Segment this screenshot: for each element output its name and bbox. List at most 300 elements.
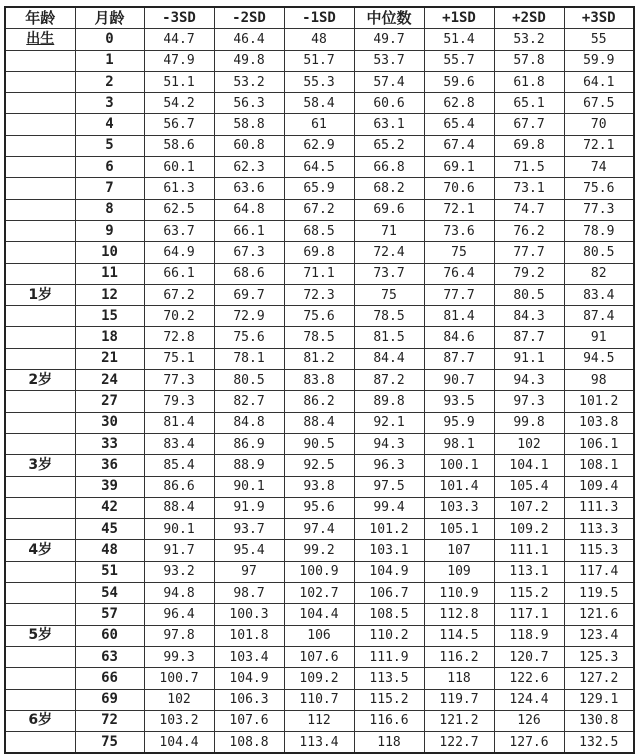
value-cell-plus-3sd: 125.3 [564,646,634,667]
value-cell-minus-3sd: 79.3 [144,391,214,412]
value-cell-plus-2sd: 122.6 [494,668,564,689]
table-row [5,561,634,582]
value-cell-minus-1sd: 99.2 [284,540,354,561]
value-cell-minus-3sd: 97.8 [144,625,214,646]
value-cell-minus-1sd: 71.1 [284,263,354,284]
value-cell-minus-3sd: 85.4 [144,455,214,476]
value-cell-minus-2sd: 67.3 [214,242,284,263]
value-cell-minus-2sd: 78.1 [214,348,284,369]
header-month: 月龄 [75,7,144,29]
value-cell-plus-2sd: 111.1 [494,540,564,561]
month-cell: 48 [75,540,144,561]
value-cell-minus-3sd: 103.2 [144,710,214,731]
value-cell-plus-1sd: 93.5 [424,391,494,412]
value-cell-plus-3sd: 108.1 [564,455,634,476]
age-cell: 6岁 [5,710,75,731]
table-row [5,263,634,284]
value-cell-median: 103.1 [354,540,424,561]
value-cell-plus-1sd: 90.7 [424,370,494,391]
value-cell-plus-1sd: 73.6 [424,220,494,241]
value-cell-minus-2sd: 72.9 [214,306,284,327]
value-cell-minus-3sd: 99.3 [144,646,214,667]
value-cell-minus-1sd: 93.8 [284,476,354,497]
value-cell-median: 99.4 [354,497,424,518]
month-cell: 5 [75,135,144,156]
value-cell-plus-1sd: 103.3 [424,497,494,518]
value-cell-minus-2sd: 64.8 [214,199,284,220]
value-cell-minus-2sd: 60.8 [214,135,284,156]
value-cell-minus-1sd: 106 [284,625,354,646]
value-cell-minus-3sd: 77.3 [144,370,214,391]
value-cell-minus-2sd: 58.8 [214,114,284,135]
table-row [5,220,634,241]
header-plus-2sd: +2SD [494,7,564,29]
value-cell-minus-1sd: 62.9 [284,135,354,156]
age-cell [5,178,75,199]
value-cell-minus-2sd: 63.6 [214,178,284,199]
value-cell-minus-2sd: 46.4 [214,29,284,50]
table-row [5,71,634,92]
age-cell [5,114,75,135]
value-cell-plus-3sd: 98 [564,370,634,391]
value-cell-median: 97.5 [354,476,424,497]
value-cell-minus-1sd: 109.2 [284,668,354,689]
value-cell-minus-2sd: 49.8 [214,50,284,71]
value-cell-minus-3sd: 60.1 [144,157,214,178]
value-cell-plus-3sd: 77.3 [564,199,634,220]
table-row [5,370,634,391]
value-cell-plus-3sd: 129.1 [564,689,634,710]
value-cell-plus-2sd: 91.1 [494,348,564,369]
value-cell-plus-1sd: 100.1 [424,455,494,476]
value-cell-minus-1sd: 83.8 [284,370,354,391]
value-cell-plus-2sd: 87.7 [494,327,564,348]
value-cell-median: 84.4 [354,348,424,369]
month-cell: 63 [75,646,144,667]
value-cell-plus-1sd: 77.7 [424,284,494,305]
value-cell-minus-3sd: 63.7 [144,220,214,241]
value-cell-plus-1sd: 98.1 [424,433,494,454]
value-cell-plus-3sd: 55 [564,29,634,50]
table-row [5,540,634,561]
value-cell-plus-3sd: 83.4 [564,284,634,305]
table-row [5,433,634,454]
value-cell-plus-3sd: 117.4 [564,561,634,582]
value-cell-plus-3sd: 70 [564,114,634,135]
value-cell-plus-3sd: 75.6 [564,178,634,199]
age-cell [5,242,75,263]
value-cell-minus-3sd: 90.1 [144,519,214,540]
value-cell-minus-3sd: 56.7 [144,114,214,135]
value-cell-minus-3sd: 88.4 [144,497,214,518]
month-cell: 7 [75,178,144,199]
value-cell-plus-1sd: 121.2 [424,710,494,731]
value-cell-plus-2sd: 73.1 [494,178,564,199]
value-cell-plus-1sd: 65.4 [424,114,494,135]
value-cell-minus-2sd: 100.3 [214,604,284,625]
table-row [5,732,634,754]
value-cell-median: 60.6 [354,93,424,114]
age-cell [5,646,75,667]
value-cell-plus-1sd: 107 [424,540,494,561]
age-cell [5,476,75,497]
value-cell-plus-1sd: 101.4 [424,476,494,497]
value-cell-plus-1sd: 70.6 [424,178,494,199]
month-cell: 39 [75,476,144,497]
value-cell-minus-3sd: 93.2 [144,561,214,582]
value-cell-minus-3sd: 47.9 [144,50,214,71]
value-cell-median: 57.4 [354,71,424,92]
month-cell: 42 [75,497,144,518]
value-cell-minus-1sd: 90.5 [284,433,354,454]
value-cell-minus-3sd: 100.7 [144,668,214,689]
value-cell-median: 92.1 [354,412,424,433]
age-cell [5,497,75,518]
value-cell-median: 104.9 [354,561,424,582]
value-cell-plus-3sd: 123.4 [564,625,634,646]
value-cell-median: 65.2 [354,135,424,156]
value-cell-plus-2sd: 104.1 [494,455,564,476]
month-cell: 36 [75,455,144,476]
value-cell-minus-1sd: 65.9 [284,178,354,199]
table-row [5,135,634,156]
value-cell-plus-2sd: 115.2 [494,583,564,604]
value-cell-plus-2sd: 105.4 [494,476,564,497]
value-cell-minus-2sd: 62.3 [214,157,284,178]
value-cell-minus-1sd: 86.2 [284,391,354,412]
table-row [5,242,634,263]
value-cell-plus-1sd: 95.9 [424,412,494,433]
header-minus-2sd: -2SD [214,7,284,29]
value-cell-minus-2sd: 86.9 [214,433,284,454]
age-cell [5,689,75,710]
value-cell-plus-1sd: 87.7 [424,348,494,369]
value-cell-minus-3sd: 75.1 [144,348,214,369]
value-cell-median: 81.5 [354,327,424,348]
value-cell-plus-3sd: 67.5 [564,93,634,114]
value-cell-median: 75 [354,284,424,305]
header-minus-3sd: -3SD [144,7,214,29]
value-cell-minus-1sd: 64.5 [284,157,354,178]
value-cell-plus-2sd: 71.5 [494,157,564,178]
value-cell-median: 72.4 [354,242,424,263]
value-cell-minus-2sd: 80.5 [214,370,284,391]
value-cell-plus-1sd: 55.7 [424,50,494,71]
table-row [5,583,634,604]
value-cell-minus-1sd: 61 [284,114,354,135]
value-cell-plus-3sd: 101.2 [564,391,634,412]
age-cell [5,604,75,625]
value-cell-minus-1sd: 104.4 [284,604,354,625]
month-cell: 15 [75,306,144,327]
table-row [5,114,634,135]
header-age: 年龄 [5,7,75,29]
header-minus-1sd: -1SD [284,7,354,29]
header-plus-1sd: +1SD [424,7,494,29]
value-cell-plus-2sd: 69.8 [494,135,564,156]
value-cell-median: 68.2 [354,178,424,199]
value-cell-minus-2sd: 90.1 [214,476,284,497]
value-cell-plus-2sd: 102 [494,433,564,454]
table-row [5,93,634,114]
age-cell: 4岁 [5,540,75,561]
header-plus-3sd: +3SD [564,7,634,29]
value-cell-minus-3sd: 81.4 [144,412,214,433]
value-cell-median: 115.2 [354,689,424,710]
value-cell-minus-1sd: 48 [284,29,354,50]
table-row [5,29,634,50]
value-cell-plus-1sd: 72.1 [424,199,494,220]
value-cell-plus-1sd: 67.4 [424,135,494,156]
value-cell-plus-1sd: 81.4 [424,306,494,327]
value-cell-plus-2sd: 126 [494,710,564,731]
value-cell-minus-2sd: 53.2 [214,71,284,92]
table-row [5,348,634,369]
value-cell-plus-2sd: 67.7 [494,114,564,135]
value-cell-plus-2sd: 117.1 [494,604,564,625]
value-cell-plus-1sd: 69.1 [424,157,494,178]
value-cell-median: 111.9 [354,646,424,667]
value-cell-plus-3sd: 106.1 [564,433,634,454]
value-cell-minus-1sd: 75.6 [284,306,354,327]
value-cell-minus-3sd: 72.8 [144,327,214,348]
age-cell [5,519,75,540]
value-cell-minus-1sd: 113.4 [284,732,354,754]
table-row [5,646,634,667]
value-cell-plus-3sd: 132.5 [564,732,634,754]
value-cell-plus-1sd: 76.4 [424,263,494,284]
value-cell-plus-1sd: 75 [424,242,494,263]
value-cell-plus-1sd: 118 [424,668,494,689]
value-cell-minus-1sd: 55.3 [284,71,354,92]
value-cell-minus-1sd: 81.2 [284,348,354,369]
value-cell-plus-2sd: 77.7 [494,242,564,263]
age-cell [5,199,75,220]
value-cell-plus-3sd: 80.5 [564,242,634,263]
month-cell: 10 [75,242,144,263]
month-cell: 6 [75,157,144,178]
table-row [5,391,634,412]
month-cell: 30 [75,412,144,433]
month-cell: 45 [75,519,144,540]
month-cell: 4 [75,114,144,135]
value-cell-plus-1sd: 119.7 [424,689,494,710]
age-cell [5,327,75,348]
value-cell-minus-1sd: 100.9 [284,561,354,582]
table-body [5,29,634,754]
table-row [5,455,634,476]
value-cell-plus-3sd: 74 [564,157,634,178]
age-cell [5,412,75,433]
table-row [5,604,634,625]
month-cell: 0 [75,29,144,50]
age-cell: 2岁 [5,370,75,391]
age-cell [5,220,75,241]
value-cell-minus-2sd: 98.7 [214,583,284,604]
table-row [5,519,634,540]
value-cell-plus-3sd: 94.5 [564,348,634,369]
value-cell-minus-2sd: 75.6 [214,327,284,348]
age-cell: 5岁 [5,625,75,646]
value-cell-plus-1sd: 51.4 [424,29,494,50]
value-cell-plus-3sd: 72.1 [564,135,634,156]
age-cell [5,391,75,412]
value-cell-plus-3sd: 59.9 [564,50,634,71]
value-cell-median: 96.3 [354,455,424,476]
value-cell-minus-2sd: 84.8 [214,412,284,433]
value-cell-minus-3sd: 44.7 [144,29,214,50]
value-cell-plus-1sd: 84.6 [424,327,494,348]
table-row [5,306,634,327]
value-cell-minus-2sd: 56.3 [214,93,284,114]
month-cell: 8 [75,199,144,220]
month-cell: 1 [75,50,144,71]
value-cell-median: 101.2 [354,519,424,540]
table-row [5,412,634,433]
value-cell-plus-1sd: 110.9 [424,583,494,604]
value-cell-minus-3sd: 66.1 [144,263,214,284]
header-row [5,7,634,29]
value-cell-minus-3sd: 102 [144,689,214,710]
value-cell-minus-2sd: 82.7 [214,391,284,412]
value-cell-plus-1sd: 114.5 [424,625,494,646]
value-cell-plus-2sd: 118.9 [494,625,564,646]
value-cell-plus-1sd: 116.2 [424,646,494,667]
value-cell-median: 71 [354,220,424,241]
value-cell-plus-2sd: 124.4 [494,689,564,710]
month-cell: 69 [75,689,144,710]
table-row [5,284,634,305]
value-cell-minus-1sd: 67.2 [284,199,354,220]
value-cell-plus-2sd: 99.8 [494,412,564,433]
value-cell-median: 73.7 [354,263,424,284]
value-cell-minus-2sd: 108.8 [214,732,284,754]
age-cell [5,306,75,327]
value-cell-median: 89.8 [354,391,424,412]
table-row [5,625,634,646]
value-cell-plus-2sd: 127.6 [494,732,564,754]
value-cell-minus-3sd: 67.2 [144,284,214,305]
value-cell-minus-1sd: 58.4 [284,93,354,114]
value-cell-minus-1sd: 72.3 [284,284,354,305]
value-cell-plus-2sd: 53.2 [494,29,564,50]
value-cell-minus-2sd: 104.9 [214,668,284,689]
age-cell [5,561,75,582]
value-cell-plus-3sd: 91 [564,327,634,348]
value-cell-median: 116.6 [354,710,424,731]
value-cell-median: 53.7 [354,50,424,71]
value-cell-minus-1sd: 92.5 [284,455,354,476]
table-row [5,476,634,497]
value-cell-minus-2sd: 101.8 [214,625,284,646]
month-cell: 24 [75,370,144,391]
value-cell-minus-3sd: 86.6 [144,476,214,497]
value-cell-plus-3sd: 82 [564,263,634,284]
value-cell-plus-2sd: 65.1 [494,93,564,114]
value-cell-minus-3sd: 51.1 [144,71,214,92]
age-cell [5,668,75,689]
value-cell-median: 113.5 [354,668,424,689]
value-cell-plus-3sd: 130.8 [564,710,634,731]
value-cell-plus-1sd: 112.8 [424,604,494,625]
month-cell: 33 [75,433,144,454]
value-cell-plus-1sd: 105.1 [424,519,494,540]
table-row [5,157,634,178]
value-cell-minus-3sd: 70.2 [144,306,214,327]
value-cell-minus-2sd: 97 [214,561,284,582]
age-cell [5,583,75,604]
month-cell: 51 [75,561,144,582]
value-cell-plus-3sd: 103.8 [564,412,634,433]
value-cell-minus-3sd: 54.2 [144,93,214,114]
month-cell: 18 [75,327,144,348]
table-row [5,710,634,731]
value-cell-plus-2sd: 109.2 [494,519,564,540]
value-cell-minus-2sd: 66.1 [214,220,284,241]
value-cell-median: 78.5 [354,306,424,327]
value-cell-plus-2sd: 94.3 [494,370,564,391]
value-cell-minus-3sd: 104.4 [144,732,214,754]
value-cell-minus-2sd: 68.6 [214,263,284,284]
age-cell [5,135,75,156]
value-cell-minus-3sd: 91.7 [144,540,214,561]
value-cell-plus-2sd: 57.8 [494,50,564,71]
value-cell-plus-3sd: 113.3 [564,519,634,540]
value-cell-median: 118 [354,732,424,754]
value-cell-minus-1sd: 107.6 [284,646,354,667]
table-row [5,689,634,710]
month-cell: 27 [75,391,144,412]
value-cell-plus-1sd: 62.8 [424,93,494,114]
value-cell-minus-3sd: 94.8 [144,583,214,604]
value-cell-minus-3sd: 58.6 [144,135,214,156]
value-cell-minus-3sd: 83.4 [144,433,214,454]
value-cell-plus-3sd: 127.2 [564,668,634,689]
value-cell-minus-1sd: 112 [284,710,354,731]
table-row [5,50,634,71]
value-cell-plus-3sd: 121.6 [564,604,634,625]
value-cell-plus-3sd: 111.3 [564,497,634,518]
age-cell: 3岁 [5,455,75,476]
age-cell [5,263,75,284]
value-cell-minus-2sd: 69.7 [214,284,284,305]
month-cell: 21 [75,348,144,369]
value-cell-median: 69.6 [354,199,424,220]
value-cell-plus-2sd: 120.7 [494,646,564,667]
month-cell: 60 [75,625,144,646]
value-cell-minus-1sd: 78.5 [284,327,354,348]
value-cell-minus-3sd: 96.4 [144,604,214,625]
value-cell-plus-1sd: 122.7 [424,732,494,754]
value-cell-plus-2sd: 80.5 [494,284,564,305]
age-cell [5,433,75,454]
value-cell-minus-1sd: 110.7 [284,689,354,710]
value-cell-plus-3sd: 64.1 [564,71,634,92]
month-cell: 75 [75,732,144,754]
value-cell-minus-3sd: 62.5 [144,199,214,220]
value-cell-plus-2sd: 79.2 [494,263,564,284]
growth-standard-table-container [4,6,635,754]
value-cell-minus-1sd: 95.6 [284,497,354,518]
value-cell-minus-3sd: 64.9 [144,242,214,263]
value-cell-plus-1sd: 109 [424,561,494,582]
month-cell: 3 [75,93,144,114]
age-cell [5,50,75,71]
value-cell-plus-2sd: 74.7 [494,199,564,220]
value-cell-minus-3sd: 61.3 [144,178,214,199]
value-cell-median: 110.2 [354,625,424,646]
value-cell-minus-1sd: 88.4 [284,412,354,433]
